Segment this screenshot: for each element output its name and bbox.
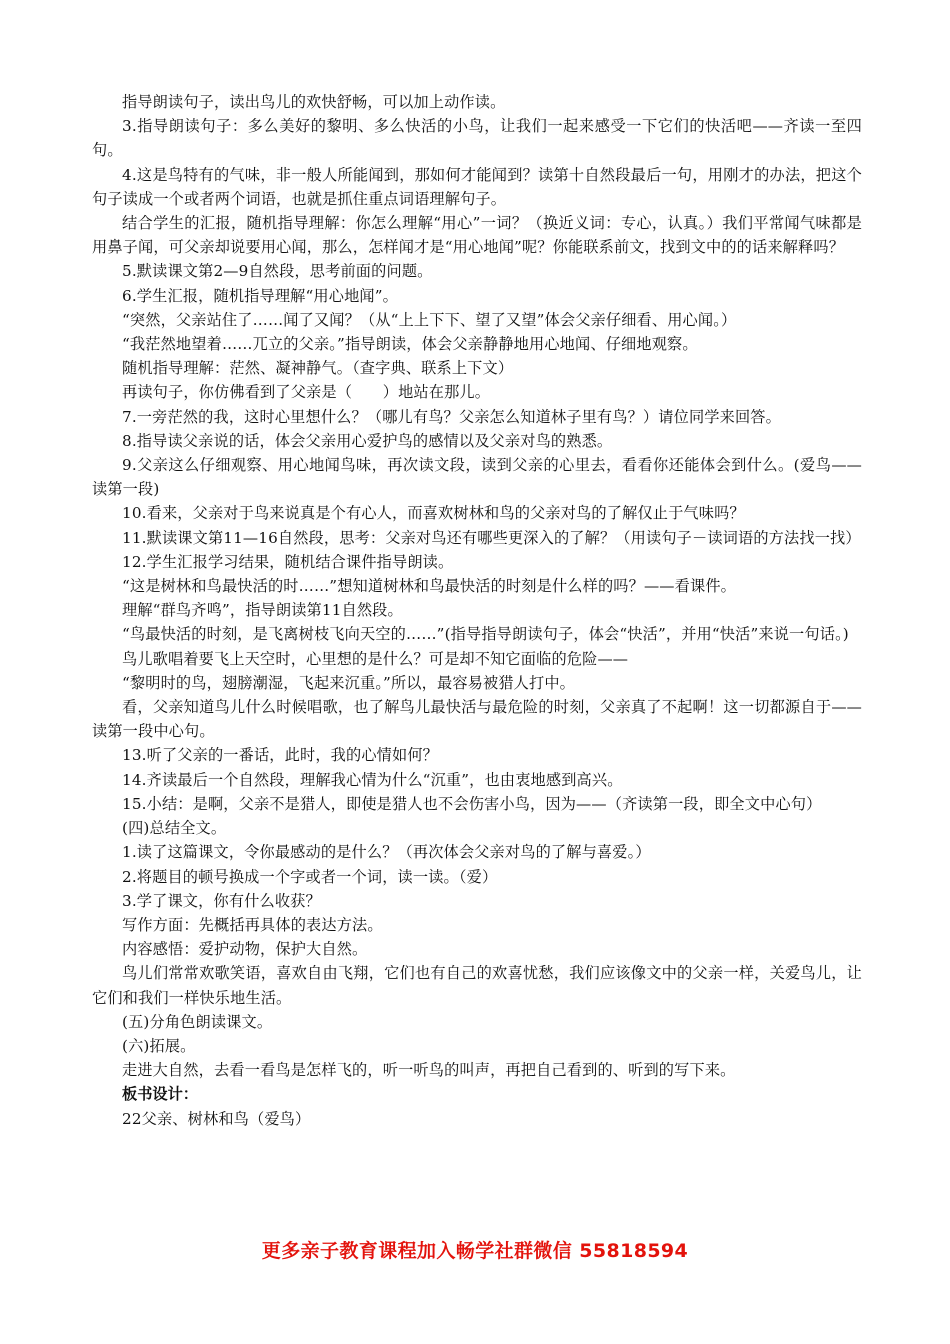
paragraph: 9.父亲这么仔细观察、用心地闻鸟味，再次读文段，读到父亲的心里去，看看你还能体会到什么。(爱鸟——读第一段)	[92, 456, 862, 499]
board-design-line: 22父亲、树林和鸟（爱鸟）	[122, 1109, 311, 1128]
paragraph: 鸟儿们常常欢歌笑语，喜欢自由飞翔，它们也有自己的欢喜忧愁，我们应该像文中的父亲一样，关爱鸟儿，让它们和我们一样快乐地生活。	[92, 964, 862, 1007]
paragraph: 内容感悟：爱护动物，保护大自然。	[122, 940, 368, 959]
paragraph: 写作方面：先概括再具体的表达方法。	[122, 915, 383, 934]
paragraph: 结合学生的汇报，随机指导理解：你怎么理解“用心”一词？（换近义词：专心，认真。）我们平常闻气味都是用鼻子闻，可父亲却说要用心闻，那么，怎样闻才是“用心地闻”呢？你能联系前文，找到文中的的话来解释吗？	[92, 214, 862, 257]
paragraph: 11.默读课文第11—16自然段，思考：父亲对鸟还有哪些更深入的了解？（用读句子－读词语的方法找一找）	[122, 528, 861, 547]
paragraph: “黎明时的鸟，翅膀潮湿，飞起来沉重。”所以，最容易被猎人打中。	[122, 673, 576, 692]
paragraph: “鸟最快活的时刻，是飞离树枝飞向天空的……”(指导指导朗读句子，体会“快活”，并用“快活”来说一句话。)	[122, 625, 849, 644]
paragraph: 指导朗读句子，读出鸟儿的欢快舒畅，可以加上动作读。	[122, 93, 506, 111]
paragraph: 7.一旁茫然的我，这时心里想什么？（哪儿有鸟？父亲怎么知道林子里有鸟？）请位同学来回答。	[122, 407, 781, 426]
section-heading-role-reading: (五)分角色朗读课文。	[122, 1012, 273, 1031]
paragraph: 14.齐读最后一个自然段，理解我心情为什么“沉重”，也由衷地感到高兴。	[122, 770, 623, 789]
paragraph: 8.指导读父亲说的话，体会父亲用心爱护鸟的感情以及父亲对鸟的熟悉。	[122, 431, 613, 450]
paragraph: 12.学生汇报学习结果，随机结合课件指导朗读。	[122, 552, 454, 571]
paragraph: 鸟儿歌唱着要飞上天空时，心里想的是什么？可是却不知它面临的危险——	[122, 649, 629, 668]
paragraph: 理解“群鸟齐鸣”，指导朗读第11自然段。	[122, 601, 403, 620]
paragraph: “突然，父亲站住了……闻了又闻？（从“上上下下、望了又望”体会父亲仔细看、用心闻。）	[122, 310, 737, 329]
paragraph: 3.指导朗读句子：多么美好的黎明、多么快活的小鸟，让我们一起来感受一下它们的快活吧——齐读一至四句。	[92, 117, 862, 160]
paragraph: 3.学了课文，你有什么收获？	[122, 891, 321, 910]
paragraph: 6.学生汇报，随机指导理解“用心地闻”。	[122, 286, 399, 305]
footer-promo-text: 更多亲子教育课程加入畅学社群微信 55818594	[261, 1240, 689, 1262]
section-heading-extension: (六)拓展。	[122, 1036, 196, 1055]
paragraph: “这是树林和鸟最快活的时……”想知道树林和鸟最快活的时刻是什么样的吗？——看课件。	[122, 577, 736, 596]
paragraph: 5.默读课文第2—9自然段，思考前面的问题。	[122, 262, 433, 281]
paragraph: 走进大自然，去看一看鸟是怎样飞的，听一听鸟的叫声，再把自己看到的、听到的写下来。	[122, 1061, 736, 1080]
paragraph: 2.将题目的顿号换成一个字或者一个词，读一读。（爱）	[122, 867, 498, 886]
paragraph: 13.听了父亲的一番话，此时，我的心情如何？	[122, 746, 439, 765]
board-design-heading: 板书设计：	[122, 1085, 198, 1104]
paragraph: 10.看来，父亲对于鸟来说真是个有心人，而喜欢树林和鸟的父亲对鸟的了解仅止于气味吗？	[122, 504, 745, 523]
paragraph: “我茫然地望着……兀立的父亲。”指导朗读，体会父亲静静地用心地闻、仔细地观察。	[122, 335, 698, 354]
paragraph: 4.这是鸟特有的气味，非一般人所能闻到，那如何才能闻到？读第十自然段最后一句，用刚才的办法，把这个句子读成一个或者两个词语，也就是抓住重点词语理解句子。	[92, 165, 862, 208]
section-heading-summary: (四)总结全文。	[122, 819, 227, 838]
paragraph: 再读句子，你仿佛看到了父亲是（ ）地站在那儿。	[122, 383, 491, 402]
paragraph: 15.小结：是啊，父亲不是猎人，即使是猎人也不会伤害小鸟，因为——（齐读第一段，即全文中心句）	[122, 794, 822, 813]
paragraph: 1.读了这篇课文，令你最感动的是什么？（再次体会父亲对鸟的了解与喜爱。）	[122, 843, 651, 862]
document-body	[92, 90, 862, 1131]
paragraph: 看，父亲知道鸟儿什么时候唱歌，也了解鸟儿最快活与最危险的时刻，父亲真了不起啊！这一切都源自于——读第一段中心句。	[92, 698, 862, 741]
paragraph: 随机指导理解：茫然、凝神静气。（查字典、联系上下文）	[122, 359, 514, 378]
